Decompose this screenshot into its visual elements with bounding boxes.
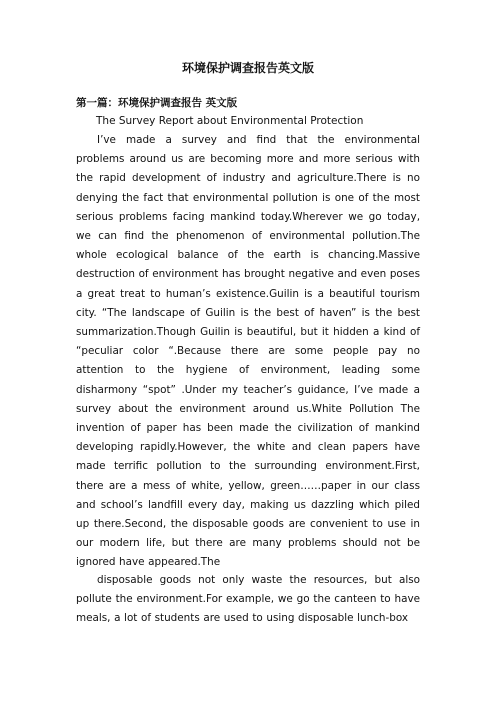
- document-title: 环境保护调查报告英文版: [181, 61, 314, 75]
- section-heading: 第一篇：环境保护调查报告 英文版: [76, 97, 238, 109]
- body-paragraph: disposable goods not only waste the resources, but also pollute the environment.For example, we go the canteen to have meals, a lot of students are used to using disposable lunch-box: [76, 574, 420, 625]
- body-paragraph: I’ve made a survey and find that the environmental problems around us are becoming more and more serious with the rapid development of industry and agriculture.There is no denying the fact that environmental pollution is one of the most serious problems facing mankind today.Wherever we go today, we can find the phenomenon of environmental pollution.The whole ecological balance of the earth is chancing.Massive destruction of environment has brought negative and even poses a great treat to human’s existence.Guilin is a beautiful tourism city. “The landscape of Guilin is the best of haven” is the best summarization.Though Guilin is beautiful, but it hidden a kind of “peculiar color “.Because there are some people pay no attention to the hygiene of environment, leading some disharmony “spot” .Under my teacher’s guidance, I’ve made a survey about the environment around us.White Pollution The invention of paper has been made the civilization of mankind developing rapidly.However, the white and clean papers have made terrific pollution to the surrounding environment.First, there are a mess of white, yellow, green……paper in our class and school’s landfill every day, making us dazzling which piled up there.Second, the disposable goods are convenient to use in our modern life, but there are many problems should not be ignored have appeared.The: [76, 134, 420, 569]
- report-subtitle: The Survey Report about Environmental Protection: [96, 115, 364, 127]
